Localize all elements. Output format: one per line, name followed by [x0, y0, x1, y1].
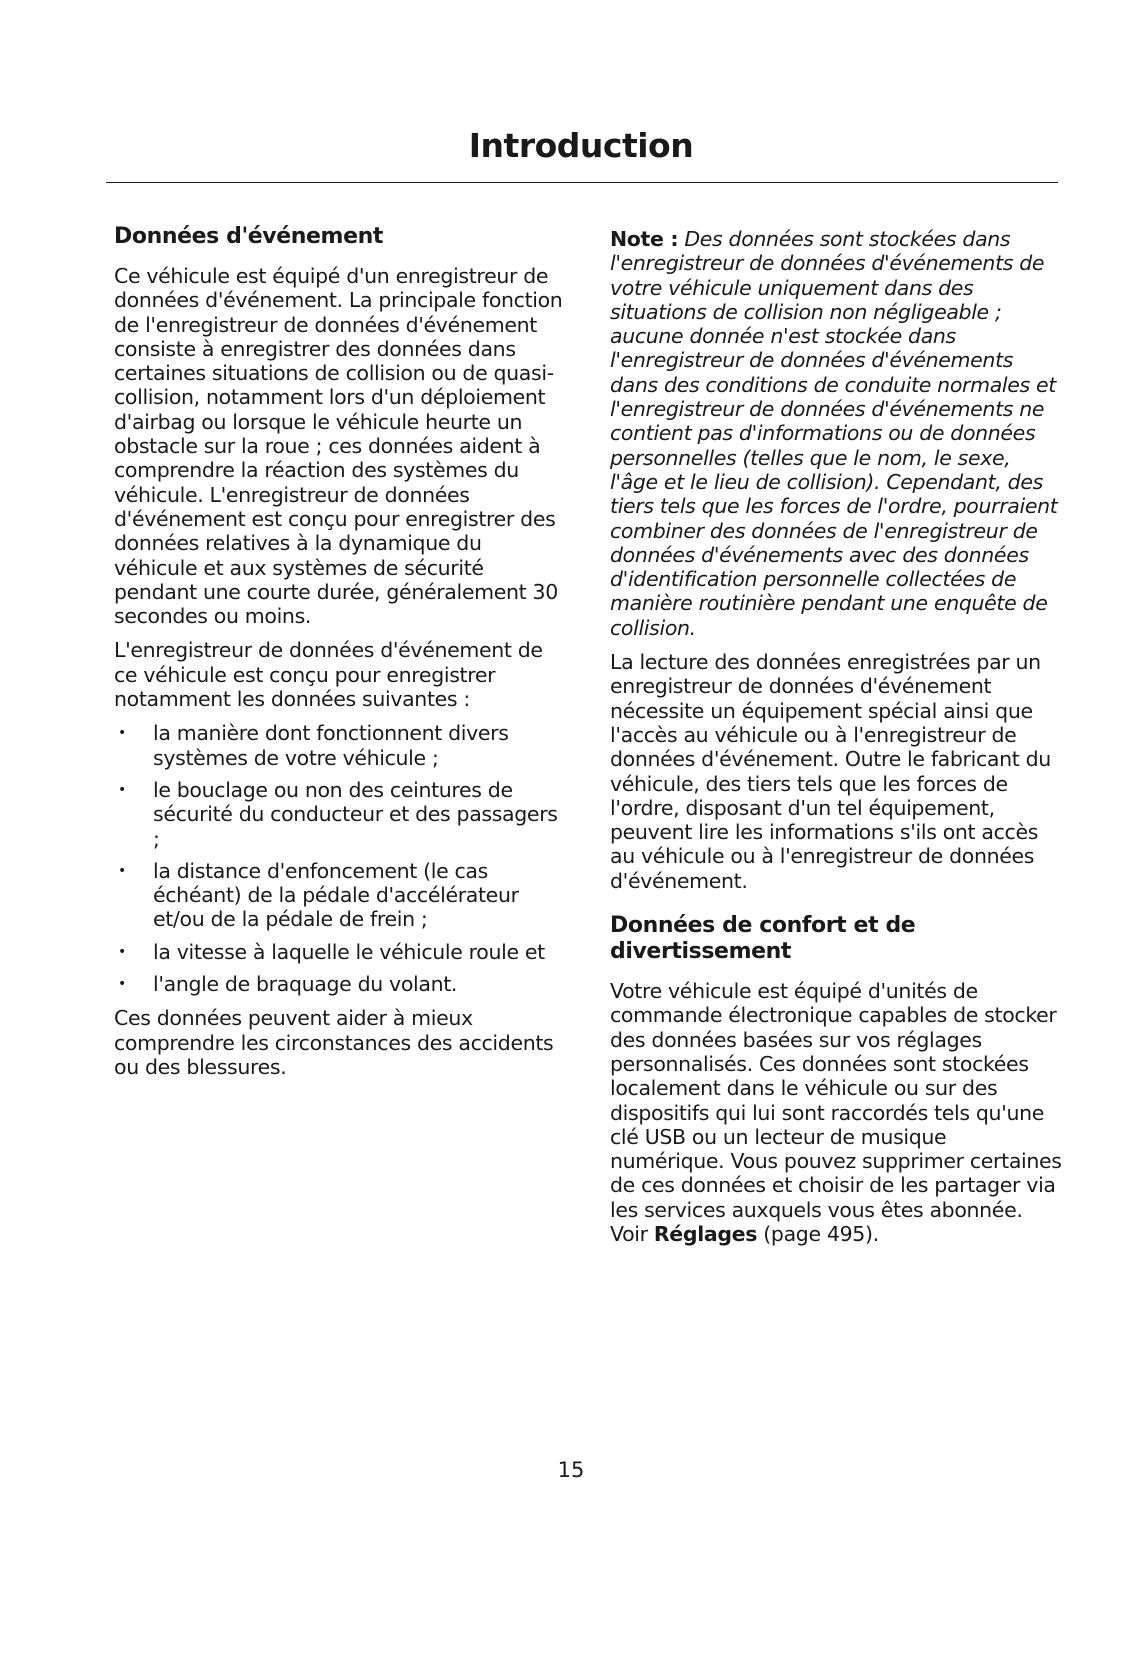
- list-item: [114, 778, 566, 851]
- list-item-text: l'angle de braquage du volant.: [153, 972, 458, 997]
- left-column: [114, 224, 566, 1089]
- event-data-paragraph-1: Ce véhicule est équipé d'un enregistreur de données d'événement. La principale fonction de l'enregistreur de données d'événement consiste à enregistrer des données dans certaines situations de collision ou de quasi-collision, notamment lors d'un déploiement d'airbag ou lorsque le véhicule heurte un obstacle sur la roue ; ces données aident à comprendre la réaction des systèmes du véhicule. L'enregistreur de données d'événement est conçu pour enregistrer des données relatives à la dynamique du véhicule et aux systèmes de sécurité pendant une courte durée, généralement 30 secondes ou moins.: [114, 264, 563, 629]
- list-item: [114, 859, 566, 932]
- data-reading-paragraph: La lecture des données enregistrées par un enregistreur de données d'événement nécessite un équipement spécial ainsi que l'accès au véhicule ou à l'enregistreur de données d'événement. Outre le fabricant du véhicule, des tiers tels que les forces de l'ordre, disposant d'un tel équipement, peuvent lire les informations s'ils ont accès au véhicule ou à l'enregistreur de données d'événement.: [610, 650, 1051, 893]
- bullet-icon: •: [118, 976, 126, 993]
- list-item-text: la vitesse à laquelle le véhicule roule et: [153, 939, 545, 964]
- right-column: [610, 227, 1062, 1256]
- page-number: 15: [557, 1458, 585, 1482]
- section-heading-event-data: Données d'événement: [114, 224, 383, 249]
- bullet-icon: •: [118, 781, 126, 798]
- bullet-icon: •: [118, 725, 126, 742]
- bullet-icon: •: [118, 943, 126, 960]
- list-item-text: la manière dont fonctionnent divers systèmes de votre véhicule ;: [153, 721, 509, 770]
- bullet-icon: •: [118, 862, 126, 879]
- list-item: [114, 721, 566, 770]
- comfort-data-text: Votre véhicule est équipé d'unités de commande électronique capables de stocker des données basées sur vos réglages personnalisés. Ces données sont stockées localement dans le véhicule ou sur des dispositifs qui lui sont raccordés tels qu'une clé USB ou un lecteur de musique numérique. Vous pouvez supprimer certaines de ces données et choisir de les partager via les services auxquels vous êtes abonnée. Voir: [610, 979, 1062, 1246]
- title-divider: [106, 182, 1058, 183]
- note-text: Des données sont stockées dans l'enregistreur de données d'événements de votre véhicule uniquement dans des situations de collision non négligeable ; aucune donnée n'est stockée dans l'enregistreur de données d'événements dans des conditions de conduite normales et l'enregistreur de données d'événements ne contient pas d'informations ou de données personnelles (telles que le nom, le sexe, l'âge et le lieu de collision). Cependant, des tiers tels que les forces de l'ordre, pourraient combiner des données de l'enregistreur de données d'événements avec des données d'identification personnelle collectées de manière routinière pendant une enquête de collision.: [610, 227, 1058, 640]
- event-data-paragraph-2: L'enregistreur de données d'événement de ce véhicule est conçu pour enregistrer notamment les données suivantes :: [114, 638, 543, 712]
- list-item-text: le bouclage ou non des ceintures de sécurité du conducteur et des passagers ;: [153, 777, 558, 851]
- note-label: Note :: [610, 227, 679, 251]
- comfort-data-paragraph: [610, 979, 1062, 1246]
- page-title: Introduction: [468, 126, 694, 165]
- section-heading-comfort-entertainment: Données de confort et de divertissement: [610, 913, 916, 965]
- list-item: [114, 972, 566, 996]
- cross-reference-page: (page 495).: [763, 1221, 879, 1246]
- event-data-paragraph-3: Ces données peuvent aider à mieux comprendre les circonstances des accidents ou des blessures.: [114, 1006, 554, 1079]
- note-block: [610, 227, 1062, 640]
- list-item-text: la distance d'enfoncement (le cas échéant) de la pédale d'accélérateur et/ou de la pédale de frein ;: [153, 858, 519, 932]
- recorded-data-list: [114, 721, 566, 996]
- list-item: [114, 940, 566, 964]
- settings-cross-reference-link[interactable]: Réglages: [653, 1221, 758, 1246]
